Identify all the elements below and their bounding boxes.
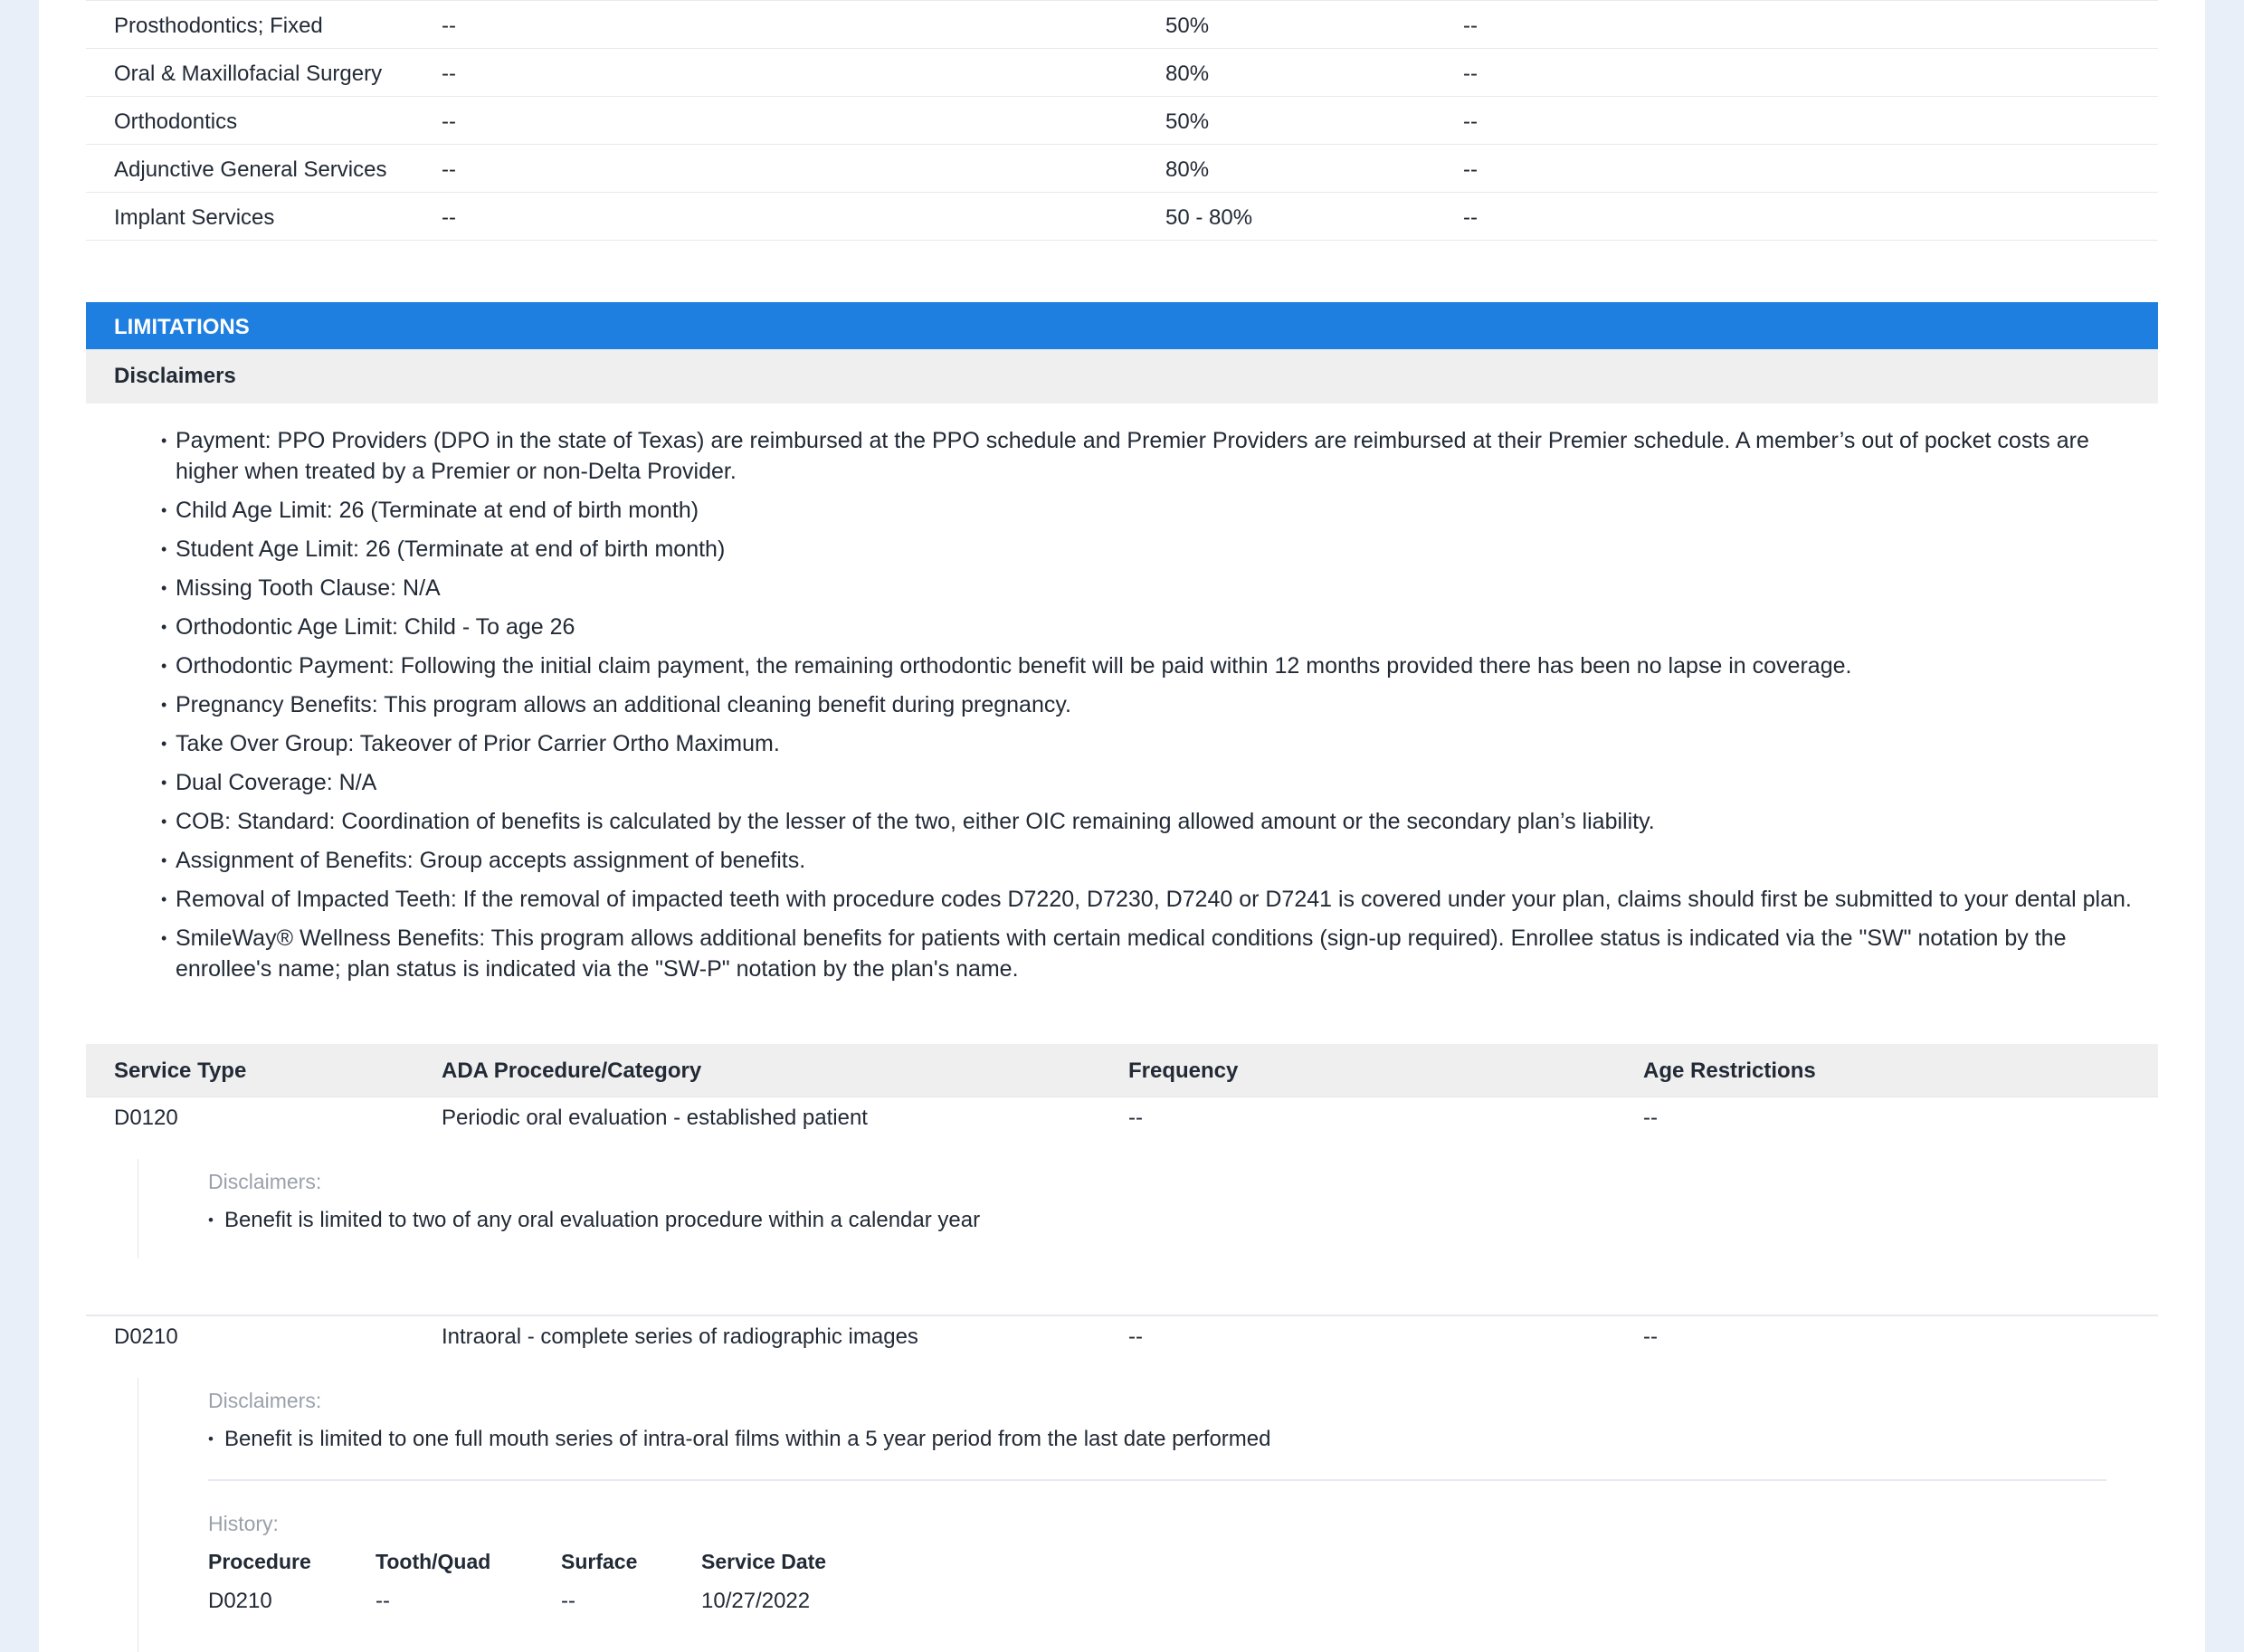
column-header-frequency: Frequency — [1128, 1059, 1239, 1083]
service-table-header — [86, 1044, 2158, 1097]
history-header-surface: Surface — [561, 1550, 638, 1573]
coverage-percent: 50% — [1165, 14, 1210, 38]
list-item — [86, 425, 2158, 487]
coverage-value: -- — [442, 14, 456, 38]
list-item — [86, 923, 2158, 984]
history-date: 10/27/2022 — [701, 1589, 811, 1613]
history-header-date: Service Date — [701, 1550, 827, 1573]
content — [86, 0, 2158, 1613]
limitations-header — [86, 302, 2158, 349]
history-tooth: -- — [376, 1589, 390, 1613]
coverage-percent: 80% — [1165, 62, 1210, 86]
list-item — [86, 573, 2158, 603]
list-item — [86, 806, 2158, 837]
disclaimer-item: • Benefit is limited to two of any oral evaluation procedure within a calendar year — [208, 1208, 980, 1233]
table-row — [86, 49, 2158, 97]
disclaimers-header — [86, 349, 2158, 404]
list-item — [86, 534, 2158, 565]
disclaimer-text: • Dual Coverage: N/A — [176, 770, 377, 795]
service-description: Intraoral - complete series of radiographic images — [442, 1324, 918, 1349]
coverage-value: -- — [442, 205, 456, 230]
column-header-service-type: Service Type — [114, 1059, 247, 1083]
disclaimer-text: • Student Age Limit: 26 (Terminate at end of birth month) — [176, 536, 726, 562]
detail-divider — [208, 1479, 2106, 1481]
coverage-value: -- — [1463, 62, 1478, 86]
service-frequency: -- — [1128, 1324, 1143, 1349]
coverage-percent: 50 - 80% — [1165, 205, 1253, 230]
service-age: -- — [1643, 1324, 1658, 1349]
disclaimers-label: Disclaimers: — [208, 1389, 322, 1412]
disclaimer-item: • Benefit is limited to one full mouth series of intra-oral films within a 5 year period from the last date performed — [208, 1427, 1270, 1452]
history-surface: -- — [561, 1589, 575, 1613]
list-item — [86, 689, 2158, 720]
disclaimer-text: • Payment: PPO Providers (DPO in the state of Texas) are reimbursed at the PPO schedule and Premier Providers are reimbursed at their Premier schedule. A member’s out of pocket costs are higher when treated by a Premier or non-Delta Provider. — [176, 428, 2089, 484]
coverage-value: -- — [1463, 14, 1478, 38]
coverage-value: -- — [442, 62, 456, 86]
table-row — [86, 97, 2158, 145]
coverage-name: Oral & Maxillofacial Surgery — [114, 62, 383, 86]
history-label: History: — [208, 1512, 279, 1535]
service-detail — [138, 1159, 2159, 1258]
list-item — [86, 650, 2158, 681]
disclaimer-text: • Orthodontic Age Limit: Child - To age 26 — [176, 614, 575, 640]
disclaimer-text: • Take Over Group: Takeover of Prior Carrier Ortho Maximum. — [176, 731, 780, 756]
disclaimer-text: • Child Age Limit: 26 (Terminate at end of birth month) — [176, 498, 699, 523]
coverage-value: -- — [442, 157, 456, 182]
list-item — [86, 845, 2158, 876]
column-header-age: Age Restrictions — [1643, 1059, 1816, 1083]
disclaimer-text: • Assignment of Benefits: Group accepts assignment of benefits. — [176, 848, 806, 873]
coverage-value: -- — [1463, 109, 1478, 134]
list-item — [86, 728, 2158, 759]
disclaimer-text: • Pregnancy Benefits: This program allows an additional cleaning benefit during pregnancy. — [176, 692, 1071, 717]
table-row — [86, 193, 2158, 241]
list-item — [86, 884, 2158, 915]
section-title: LIMITATIONS — [114, 315, 250, 339]
coverage-value: -- — [1463, 205, 1478, 230]
service-frequency: -- — [1128, 1106, 1143, 1130]
column-header-ada: ADA Procedure/Category — [442, 1059, 702, 1083]
page — [39, 0, 2205, 1652]
list-item — [86, 767, 2158, 798]
coverage-name: Orthodontics — [114, 109, 238, 134]
service-code: D0210 — [114, 1324, 178, 1349]
list-item — [86, 495, 2158, 526]
coverage-value: -- — [1463, 157, 1478, 182]
service-detail — [138, 1378, 2159, 1652]
coverage-name: Prosthodontics; Fixed — [114, 14, 323, 38]
coverage-name: Implant Services — [114, 205, 275, 230]
coverage-percent: 80% — [1165, 157, 1210, 182]
coverage-name: Adjunctive General Services — [114, 157, 387, 182]
coverage-value: -- — [442, 109, 456, 134]
disclaimers-label: Disclaimers: — [208, 1170, 322, 1193]
row-divider — [86, 1315, 2158, 1316]
disclaimer-text: • SmileWay® Wellness Benefits: This program allows additional benefits for patients with certain medical conditions (sign-up required). Enrollee status is indicated via the "SW" notation by the enrollee's name; plan status is indicated via the "SW-P" notation by the plan's name. — [176, 926, 2067, 982]
table-row — [86, 145, 2158, 193]
disclaimer-text: • Missing Tooth Clause: N/A — [176, 575, 441, 601]
disclaimer-list — [86, 425, 2158, 992]
disclaimer-text: • Removal of Impacted Teeth: If the removal of impacted teeth with procedure codes D7220, D7230, D7240 or D7241 is covered under your plan, claims should first be submitted to your dental plan. — [176, 887, 2132, 912]
disclaimers-title: Disclaimers — [114, 364, 236, 388]
disclaimer-text: • COB: Standard: Coordination of benefits is calculated by the lesser of the two, either OIC remaining allowed amount or the secondary plan’s liability. — [176, 809, 1655, 834]
service-code: D0120 — [114, 1106, 178, 1130]
history-header-tooth: Tooth/Quad — [376, 1550, 491, 1573]
list-item — [86, 612, 2158, 642]
disclaimer-text: • Orthodontic Payment: Following the initial claim payment, the remaining orthodontic benefit will be paid within 12 months provided there has been no lapse in coverage. — [176, 653, 1852, 679]
history-procedure: D0210 — [208, 1589, 272, 1613]
history-header-procedure: Procedure — [208, 1550, 311, 1573]
coverage-percent: 50% — [1165, 109, 1210, 134]
service-description: Periodic oral evaluation - established patient — [442, 1106, 868, 1130]
coverage-table — [86, 0, 2158, 241]
service-age: -- — [1643, 1106, 1658, 1130]
table-row — [86, 0, 2158, 49]
